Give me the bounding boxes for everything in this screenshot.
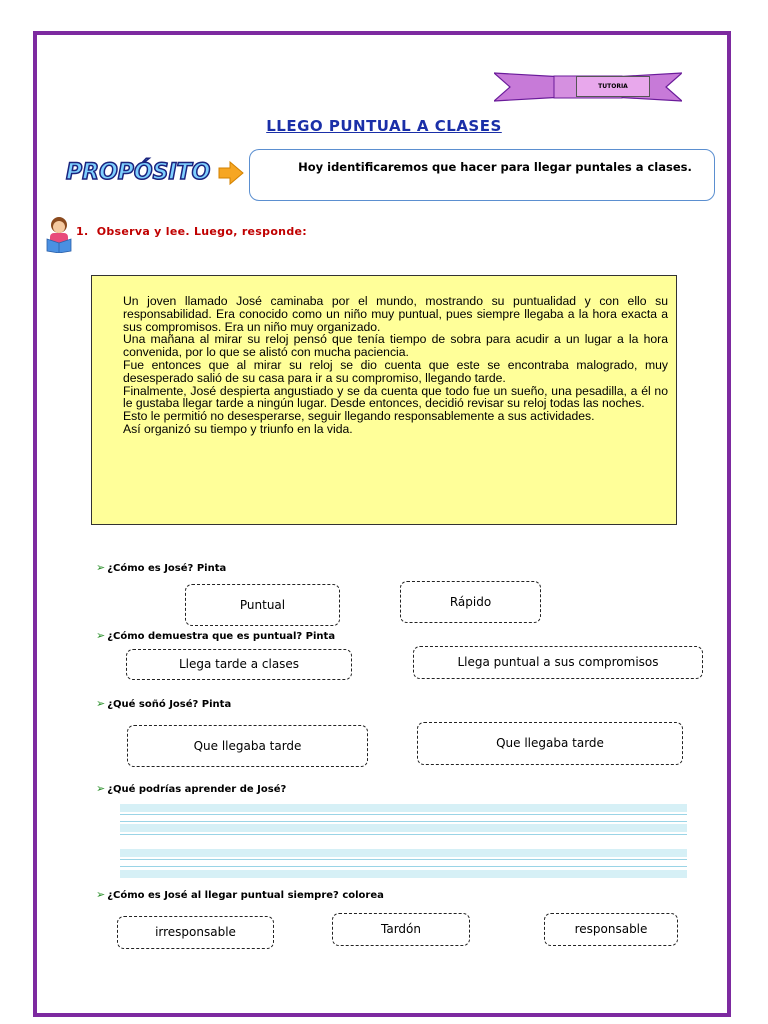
instruction bbox=[76, 225, 307, 238]
instruction-text: Observa y lee. Luego, responde: bbox=[96, 225, 307, 238]
option-que-llegaba-tarde-2[interactable]: Que llegaba tarde bbox=[417, 722, 683, 765]
story-paragraph: Fue entonces que al mirar su reloj se dio cuenta que este se encontraba malogrado, muy desesperado salió de su casa para ir a su compromiso, llegando tarde. bbox=[123, 357, 668, 385]
question-2 bbox=[96, 629, 335, 642]
option-llega-puntual[interactable]: Llega puntual a sus compromisos bbox=[413, 646, 703, 679]
story-paragraph: Finalmente, José despierta angustiado y se da cuenta que todo fue un sueño, una pesadilla, a él no le gustaba llegar tarde a ningún lugar. Desde entonces, decidió revisar su reloj todas las noches. bbox=[123, 383, 668, 411]
question-1 bbox=[96, 561, 226, 574]
page-title: LLEGO PUNTUAL A CLASES bbox=[266, 117, 502, 135]
ribbon-label: TUTORIA bbox=[576, 76, 650, 97]
question-text: ¿Cómo es José al llegar puntual siempre? colorea bbox=[107, 890, 384, 901]
tutoria-ribbon bbox=[494, 71, 682, 103]
story-paragraph: Un joven llamado José caminaba por el mundo, mostrando su puntualidad y con ello su responsabilidad. Era conocido como un niño muy puntual, pues siempre llegaba a la hora exacta a sus compromisos. Era un niño muy organizado. bbox=[123, 294, 668, 334]
answer-lines[interactable] bbox=[120, 804, 687, 880]
question-text: ¿Cómo es José? Pinta bbox=[107, 563, 227, 574]
arrow-bullet-icon: ➢ bbox=[96, 629, 106, 642]
child-reading-icon bbox=[44, 215, 74, 257]
question-text: ¿Qué podrías aprender de José? bbox=[107, 784, 287, 795]
story-paragraph: Esto le permitió no desesperarse, seguir llegando responsablemente a sus actividades. bbox=[123, 409, 595, 424]
option-responsable[interactable]: responsable bbox=[544, 913, 678, 946]
question-4 bbox=[96, 782, 286, 795]
option-rapido[interactable]: Rápido bbox=[400, 581, 541, 623]
arrow-bullet-icon: ➢ bbox=[96, 561, 106, 574]
option-irresponsable[interactable]: irresponsable bbox=[117, 916, 274, 949]
arrow-bullet-icon: ➢ bbox=[96, 888, 106, 901]
right-arrow-icon bbox=[218, 160, 244, 190]
purpose-text: Hoy identificaremos que hacer para llegar puntales a clases. bbox=[298, 160, 692, 174]
story-box bbox=[91, 275, 677, 525]
purpose-heading: PROPÓSITO bbox=[66, 160, 211, 185]
question-text: ¿Qué soñó José? Pinta bbox=[107, 699, 232, 710]
question-3 bbox=[96, 697, 231, 710]
option-puntual[interactable]: Puntual bbox=[185, 584, 340, 626]
story-text bbox=[123, 295, 668, 436]
question-text: ¿Cómo demuestra que es puntual? Pinta bbox=[107, 631, 336, 642]
arrow-bullet-icon: ➢ bbox=[96, 782, 106, 795]
purpose-box bbox=[249, 149, 715, 201]
arrow-bullet-icon: ➢ bbox=[96, 697, 106, 710]
option-llega-tarde[interactable]: Llega tarde a clases bbox=[126, 649, 352, 680]
option-tardon[interactable]: Tardón bbox=[332, 913, 470, 946]
story-paragraph: Una mañana al mirar su reloj pensó que tenía tiempo de sobra para acudir a un lugar a la hora convenida, por lo que se alistó con mucha paciencia. bbox=[123, 332, 668, 360]
option-que-llegaba-tarde-1[interactable]: Que llegaba tarde bbox=[127, 725, 368, 767]
question-5 bbox=[96, 888, 384, 901]
story-paragraph: Así organizó su tiempo y triunfo en la vida. bbox=[123, 421, 353, 436]
instruction-number: 1. bbox=[76, 225, 89, 238]
